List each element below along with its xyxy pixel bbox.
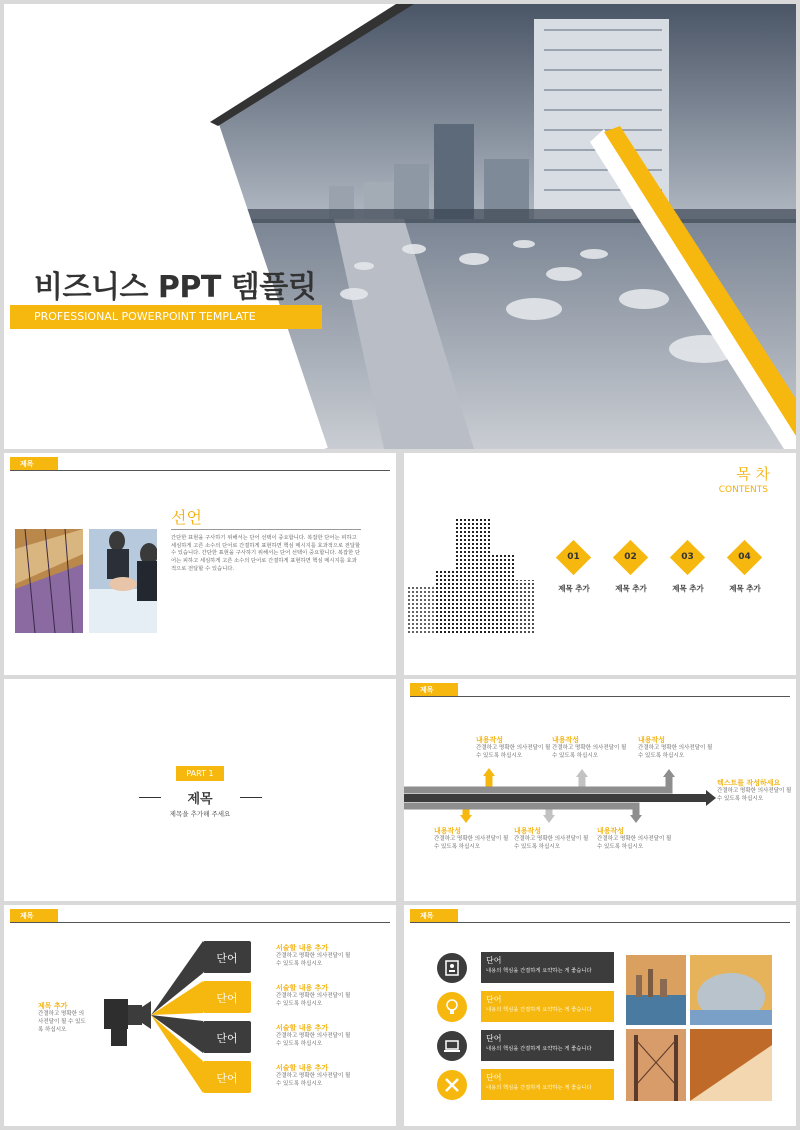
contents-number: 03 — [681, 552, 694, 562]
info-bar-title: 단어 — [486, 1034, 502, 1043]
icon-list-slide — [404, 905, 796, 1126]
timeline-item — [597, 826, 677, 852]
info-bar — [481, 1069, 614, 1100]
title-rule-left — [139, 797, 161, 798]
title-rule-right — [240, 797, 262, 798]
info-bar-title: 단어 — [486, 995, 502, 1004]
funnel-item-title: 서술할 내용 추가 — [276, 1064, 329, 1072]
funnel-word: 단어 — [216, 992, 238, 1005]
timeline-end-title: 텍스트를 작성하세요 — [717, 779, 781, 787]
left-note-text: 간결하고 명확한 의사전달이 될 수 있도록 하십시오 — [38, 1011, 86, 1033]
contents-slide — [404, 453, 796, 675]
funnel-word: 단어 — [216, 952, 238, 965]
funnel-word: 단어 — [216, 1032, 238, 1045]
laptop-icon — [437, 1031, 467, 1061]
funnel-word: 단어 — [216, 1072, 238, 1085]
divider — [10, 470, 390, 471]
timeline-item-title: 내용작성 — [434, 827, 462, 835]
contents-subtitle: CONTENTS — [718, 485, 768, 495]
city-dots-graphic — [404, 515, 544, 640]
funnel-slide — [4, 905, 396, 1126]
funnel-item-title: 서술할 내용 추가 — [276, 984, 329, 992]
timeline-item — [552, 735, 632, 761]
timeline-item-text: 간결하고 명확한 의사전달이 될 수 있도록 하십시오 — [434, 836, 509, 850]
heading-underline — [171, 529, 361, 530]
funnel-item-text: 간결하고 명확한 의사전달이 될 수 있도록 하십시오 — [276, 1073, 351, 1087]
photo-grid — [626, 955, 772, 1101]
timeline-item-title: 내용작성 — [514, 827, 542, 835]
lightbulb-icon — [437, 992, 467, 1022]
timeline-item — [514, 826, 594, 852]
handshake-photo — [89, 529, 157, 633]
funnel-item — [276, 943, 356, 969]
contents-item[interactable] — [723, 543, 771, 603]
slide-tag: 제목 — [10, 909, 58, 923]
contents-number: 02 — [624, 552, 637, 562]
part-badge: PART 1 — [176, 766, 224, 781]
info-bar — [481, 1030, 614, 1061]
divider — [10, 922, 390, 923]
funnel-item — [276, 983, 356, 1009]
timeline-item — [638, 735, 718, 761]
contents-number: 01 — [567, 552, 580, 562]
timeline-item — [434, 826, 514, 852]
timeline-slide — [404, 679, 796, 901]
cover-title: 비즈니스 PPT 템플릿 — [34, 270, 317, 305]
city-photo — [4, 4, 796, 449]
contents-title: 목 차 — [736, 465, 770, 483]
section-slide — [4, 679, 396, 901]
building-photo — [15, 529, 83, 633]
info-bar-text: 내용의 핵심을 간결하게 요약하는 게 좋습니다 — [486, 968, 592, 974]
funnel-item-title: 서술할 내용 추가 — [276, 944, 329, 952]
contents-label: 제목 추가 — [729, 584, 761, 593]
timeline-end — [717, 778, 793, 804]
timeline-item-text: 간결하고 명확한 의사전달이 될 수 있도록 하십시오 — [476, 745, 551, 759]
info-bar — [481, 952, 614, 983]
timeline-item-title: 내용작성 — [552, 736, 580, 744]
timeline-item-title: 내용작성 — [476, 736, 504, 744]
tools-icon — [437, 1070, 467, 1100]
funnel-item — [276, 1023, 356, 1049]
info-bar-text: 내용의 핵심을 간결하게 요약하는 게 좋습니다 — [486, 1046, 592, 1052]
left-note — [38, 1001, 86, 1035]
contents-number: 04 — [738, 552, 751, 562]
declaration-slide — [4, 453, 396, 675]
info-bar-title: 단어 — [486, 956, 502, 965]
declaration-body: 간단한 표현을 구사하기 위해서는 단어 선택이 중요합니다. 복잡한 단어는 피하고 세심하게 고른 소수의 단어로 간결하게 표현하면 핵심 메시지를 효과적으로 전달할 수 있습니다. 간단한 표현을 구사하기 위해서는 단어 선택이 중요합니다. 복잡한 단어는 피하고 세심하게 고른 소수의 단어로 간결하게 표현하면 핵심 메시지를 효과적으로 전달할 수 있습니다. — [171, 535, 361, 572]
slide-tag: 제목 — [10, 457, 58, 471]
left-note-title: 제목 추가 — [38, 1002, 68, 1010]
funnel-item — [276, 1063, 356, 1089]
timeline-item-title: 내용작성 — [638, 736, 666, 744]
funnel-item-text: 간결하고 명확한 의사전달이 될 수 있도록 하십시오 — [276, 953, 351, 967]
timeline-end-text: 간결하고 명확한 의사전달이 될 수 있도록 하십시오 — [717, 788, 792, 802]
contents-label: 제목 추가 — [672, 584, 704, 593]
camera-funnel-graphic — [99, 935, 279, 1115]
timeline-item-title: 내용작성 — [597, 827, 625, 835]
funnel-item-text: 간결하고 명확한 의사전달이 될 수 있도록 하십시오 — [276, 993, 351, 1007]
funnel-item-title: 서술할 내용 추가 — [276, 1024, 329, 1032]
section-subtitle: 제목을 추가해 주세요 — [169, 810, 231, 818]
slide-tag: 제목 — [410, 909, 458, 923]
contents-item[interactable] — [552, 543, 600, 603]
cover-slide — [4, 4, 796, 449]
info-bar-text: 내용의 핵심을 간결하게 요약하는 게 좋습니다 — [486, 1007, 592, 1013]
id-card-icon — [437, 953, 467, 983]
contents-label: 제목 추가 — [558, 584, 590, 593]
info-bar-text: 내용의 핵심을 간결하게 요약하는 게 좋습니다 — [486, 1085, 592, 1091]
info-bar-title: 단어 — [486, 1073, 502, 1082]
contents-item[interactable] — [666, 543, 714, 603]
contents-label: 제목 추가 — [615, 584, 647, 593]
cover-subtitle: PROFESSIONAL POWERPOINT TEMPLATE — [34, 310, 256, 323]
contents-list — [552, 543, 792, 603]
funnel-item-text: 간결하고 명확한 의사전달이 될 수 있도록 하십시오 — [276, 1033, 351, 1047]
info-bar — [481, 991, 614, 1022]
timeline-item-text: 간결하고 명확한 의사전달이 될 수 있도록 하십시오 — [552, 745, 627, 759]
timeline-item-text: 간결하고 명확한 의사전달이 될 수 있도록 하십시오 — [597, 836, 672, 850]
contents-item[interactable] — [609, 543, 657, 603]
declaration-heading: 선언 — [171, 508, 202, 527]
timeline-item — [476, 735, 556, 761]
slide-tag: 제목 — [410, 683, 458, 697]
timeline-item-text: 간결하고 명확한 의사전달이 될 수 있도록 하십시오 — [638, 745, 713, 759]
divider — [410, 922, 790, 923]
timeline-item-text: 간결하고 명확한 의사전달이 될 수 있도록 하십시오 — [514, 836, 589, 850]
section-title: 제목 — [187, 792, 213, 807]
